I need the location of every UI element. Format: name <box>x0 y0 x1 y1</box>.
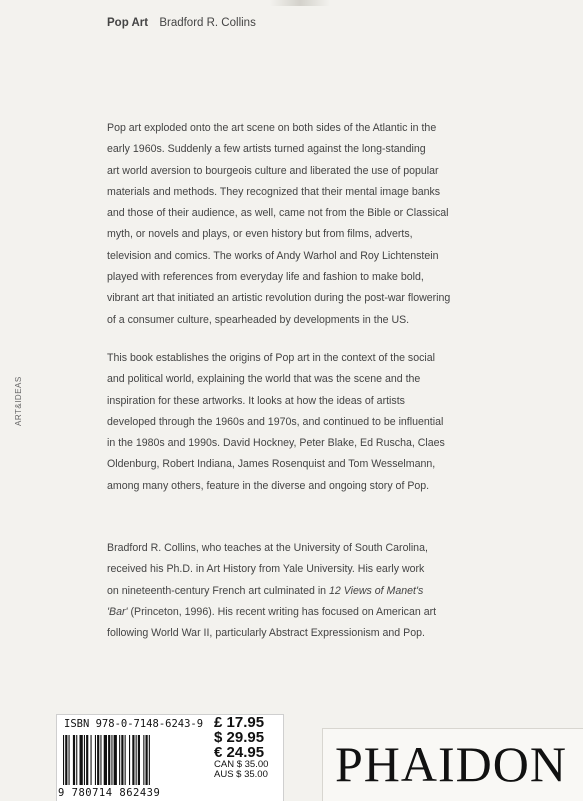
text-line: materials and methods. They recognized that their mental image banks <box>107 185 441 198</box>
text-line: developed through the 1960s and 1970s, and continued to be influential <box>107 415 444 428</box>
barcode-bar <box>108 735 110 785</box>
text-line: television and comics. The works of Andy Warhol and Roy Lichtenstein <box>107 249 439 262</box>
text-line: Pop art exploded onto the art scene on both sides of the Atlantic in the <box>107 122 437 134</box>
price-aud: AUS $ 35.00 <box>214 769 268 780</box>
publisher-logo: PHAIDON <box>335 736 567 792</box>
text-line: art world aversion to bourgeois culture and liberated the use of popular <box>107 164 439 177</box>
text-line: Oldenburg, Robert Indiana, James Rosenquist and Tom Wesselmann, <box>107 458 436 471</box>
barcode-bar <box>132 735 134 785</box>
text-line <box>107 602 487 623</box>
barcode-bar <box>146 735 148 785</box>
text-line: among many others, feature in the diverse and ongoing story of Pop. <box>107 479 430 492</box>
barcode-bar <box>125 735 126 785</box>
barcode-bar <box>114 735 117 785</box>
text-segment: on nineteenth-century French art culminated in <box>107 584 330 597</box>
text-line: and those of their audience, as well, came not from the Bible or Classical <box>107 207 449 220</box>
description-paragraph-1 <box>107 118 487 331</box>
barcode-bar <box>84 735 85 785</box>
barcode-bar <box>100 735 101 785</box>
book-reference: 12 Views of Manet's <box>329 584 424 597</box>
text-line: and political world, explaining the world that was the scene and the <box>107 373 421 386</box>
barcode-bar <box>111 735 112 785</box>
text-line: received his Ph.D. in Art History from Yale University. His early work <box>107 563 425 576</box>
barcode-bar <box>73 735 75 785</box>
barcode-bar <box>65 735 67 785</box>
text-line: in the 1980s and 1990s. David Hockney, Peter Blake, Ed Ruscha, Claes <box>107 437 445 450</box>
price-eur: € 24.95 <box>214 744 265 761</box>
text-line <box>107 581 487 602</box>
barcode-bar <box>143 735 144 785</box>
isbn-number: ISBN 978-0-7148-6243-9 <box>64 718 204 730</box>
barcode-bar <box>136 735 137 785</box>
text-line: This book establishes the origins of Pop art in the context of the social <box>107 352 436 364</box>
author-name: Bradford R. Collins <box>159 17 256 29</box>
barcode-bar <box>104 735 107 785</box>
top-edge-shadow <box>270 0 330 6</box>
author-bio <box>107 538 487 644</box>
barcode-bar <box>121 735 123 785</box>
text-segment: (Princeton, 1996). His recent writing has focused on American art <box>127 605 437 618</box>
text-line: early 1960s. Suddenly a few artists turned against the long-standing <box>107 143 426 156</box>
price-usd: $ 29.95 <box>214 729 265 746</box>
barcode-bar <box>119 735 120 785</box>
barcode-bar <box>97 735 99 785</box>
barcode-bar <box>86 735 88 785</box>
description-paragraph-2 <box>107 348 487 497</box>
price-gbp: £ 17.95 <box>214 714 265 731</box>
barcode-bar <box>76 735 77 785</box>
series-label-text: ART&IDEAS <box>14 376 23 426</box>
barcode-bar <box>69 735 70 785</box>
series-label <box>14 372 28 432</box>
text-line: played with references from everyday life and fashion to make bold, <box>107 271 424 284</box>
publisher-panel <box>322 728 583 801</box>
text-line: of a consumer culture, spearheaded by developments in the US. <box>107 313 410 326</box>
header <box>107 17 256 29</box>
book-title: Pop Art <box>107 17 149 29</box>
book-reference: 'Bar' <box>107 605 128 618</box>
barcode-bar <box>80 735 83 785</box>
barcode-bar <box>63 735 64 785</box>
text-line: myth, or novels and plays, or even history but from films, adverts, <box>107 228 413 241</box>
text-line: Bradford R. Collins, who teaches at the University of South Carolina, <box>107 542 428 554</box>
price-cad: CAN $ 35.00 <box>214 759 269 770</box>
barcode-icon <box>63 735 213 785</box>
barcode-digits: 9 780714 862439 <box>58 787 161 799</box>
text-line: inspiration for these artworks. It looks at how the ideas of artists <box>107 394 405 407</box>
barcode-bar <box>95 735 96 785</box>
text-line: following World War II, particularly Abstract Expressionism and Pop. <box>107 627 425 640</box>
barcode-bar <box>138 735 140 785</box>
barcode-bar <box>129 735 130 785</box>
text-line: vibrant art that initiated an artistic revolution during the post-war flowering <box>107 292 451 305</box>
price-list <box>214 715 268 780</box>
barcode-bar <box>149 735 150 785</box>
barcode-bar <box>91 735 92 785</box>
